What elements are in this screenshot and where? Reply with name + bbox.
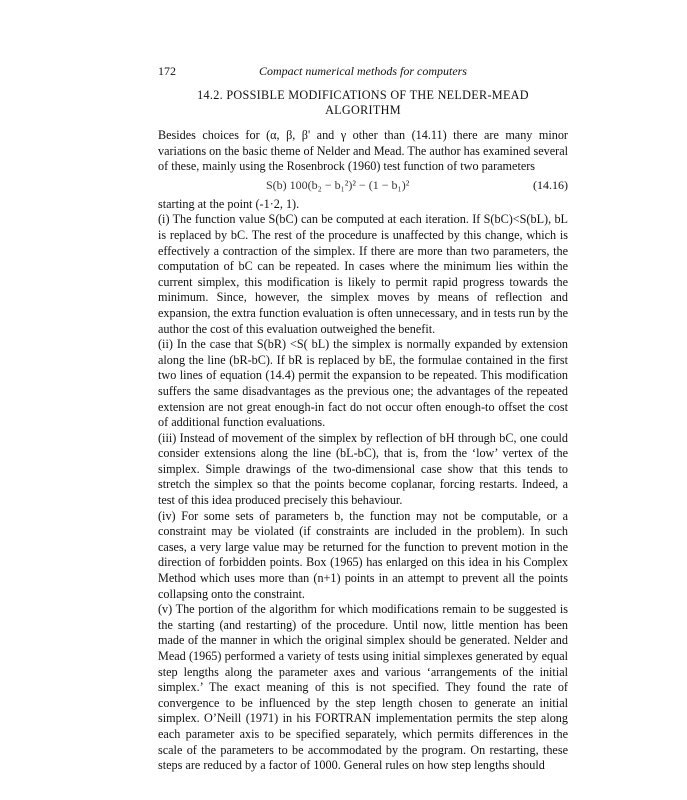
document-page	[158, 62, 568, 774]
running-head: Compact numerical methods for computers	[259, 64, 467, 78]
modification-item-4: (iv) For some sets of parameters b, the function may not be computable, or a constraint may be violated (if constraints are included in the problem). In such cases, a very large value may be returned for the function to prevent motion in the direction of forbidden points. Box (1965) has enlarged on this idea in his Complex Method which uses more than (n+1) points in an attempt to prevent all the points collapsing onto the constraint.	[158, 508, 568, 601]
intro-paragraph: Besides choices for (α, β, β' and γ other than (14.11) there are many minor variations on the basic theme of Nelder and Mead. The author has examined several of these, mainly using the Rosenbrock (1960) test function of two parameters	[158, 128, 568, 174]
modification-item-5: (v) The portion of the algorithm for which modifications remain to be suggested is the starting (and restarting) of the procedure. Until now, little mention has been made of the manner in which the original simplex should be generated. Nelder and Mead (1965) performed a variety of tests using initial simplexes generated by equal step lengths along the parameter axes and various ‘arrangements of the initial simplex.’ The exact meaning of this is not specified. They found the rate of convergence to be influenced by the step length chosen to generate an initial simplex. O’Neill (1971) in his FORTRAN implementation permits the step along each parameter axis to be specified separately, which permits differences in the scale of the parameters to be accommodated by the program. On restarting, these steps are reduced by a factor of 1000. General rules on how step lengths should	[158, 602, 568, 773]
page-header	[158, 62, 568, 79]
starting-point-text: starting at the point (-1·2, 1).	[158, 196, 300, 211]
modification-item-1: (i) The function value S(bC) can be computed at each iteration. If S(bC)<S(bL), bL is replaced by bC. The rest of the procedure is unaffected by this change, which is effectively a contraction of the simplex. If there are more than two parameters, the computation of bC can be repeated. In cases where the minimum lies within the current simplex, this modification is likely to permit rapid progress towards the minimum. Since, however, the simplex moves by means of reflection and expansion, the extra function evaluation is often unnecessary, and in tests run by the author the cost of this evaluation outweighed the benefit.	[158, 212, 568, 336]
equation-14-16	[158, 177, 568, 195]
equation-text: S(b) 100(b₂ − b₁²)² − (1 − b₁)²	[266, 177, 410, 192]
equation-number: (14.16)	[533, 177, 568, 192]
section-title-line-2: ALGORITHM	[325, 103, 401, 117]
modification-item-2: (ii) In the case that S(bR) <S( bL) the simplex is normally expanded by extension along the line (bR-bC). If bR is replaced by bE, the formulae contained in the first two lines of equation (14.4) permit the expansion to be repeated. This modification suffers the same disadvantages as the previous one; the advantages of the repeated extension are not great enough-in fact do not occur often enough-to offset the cost of additional function evaluations.	[158, 337, 568, 430]
section-title	[158, 88, 568, 118]
section-title-line-1: 14.2. POSSIBLE MODIFICATIONS OF THE NELDER-MEAD	[197, 88, 529, 102]
modification-item-3: (iii) Instead of movement of the simplex by reflection of bH through bC, one could consider extensions along the line (bL-bC), that is, from the ‘low’ vertex of the simplex. Simple drawings of the two-dimensional case show that this tends to stretch the simplex so that the points become coplanar, forcing restarts. Indeed, a test of this idea produced precisely this behaviour.	[158, 430, 568, 508]
page-number: 172	[158, 64, 176, 78]
